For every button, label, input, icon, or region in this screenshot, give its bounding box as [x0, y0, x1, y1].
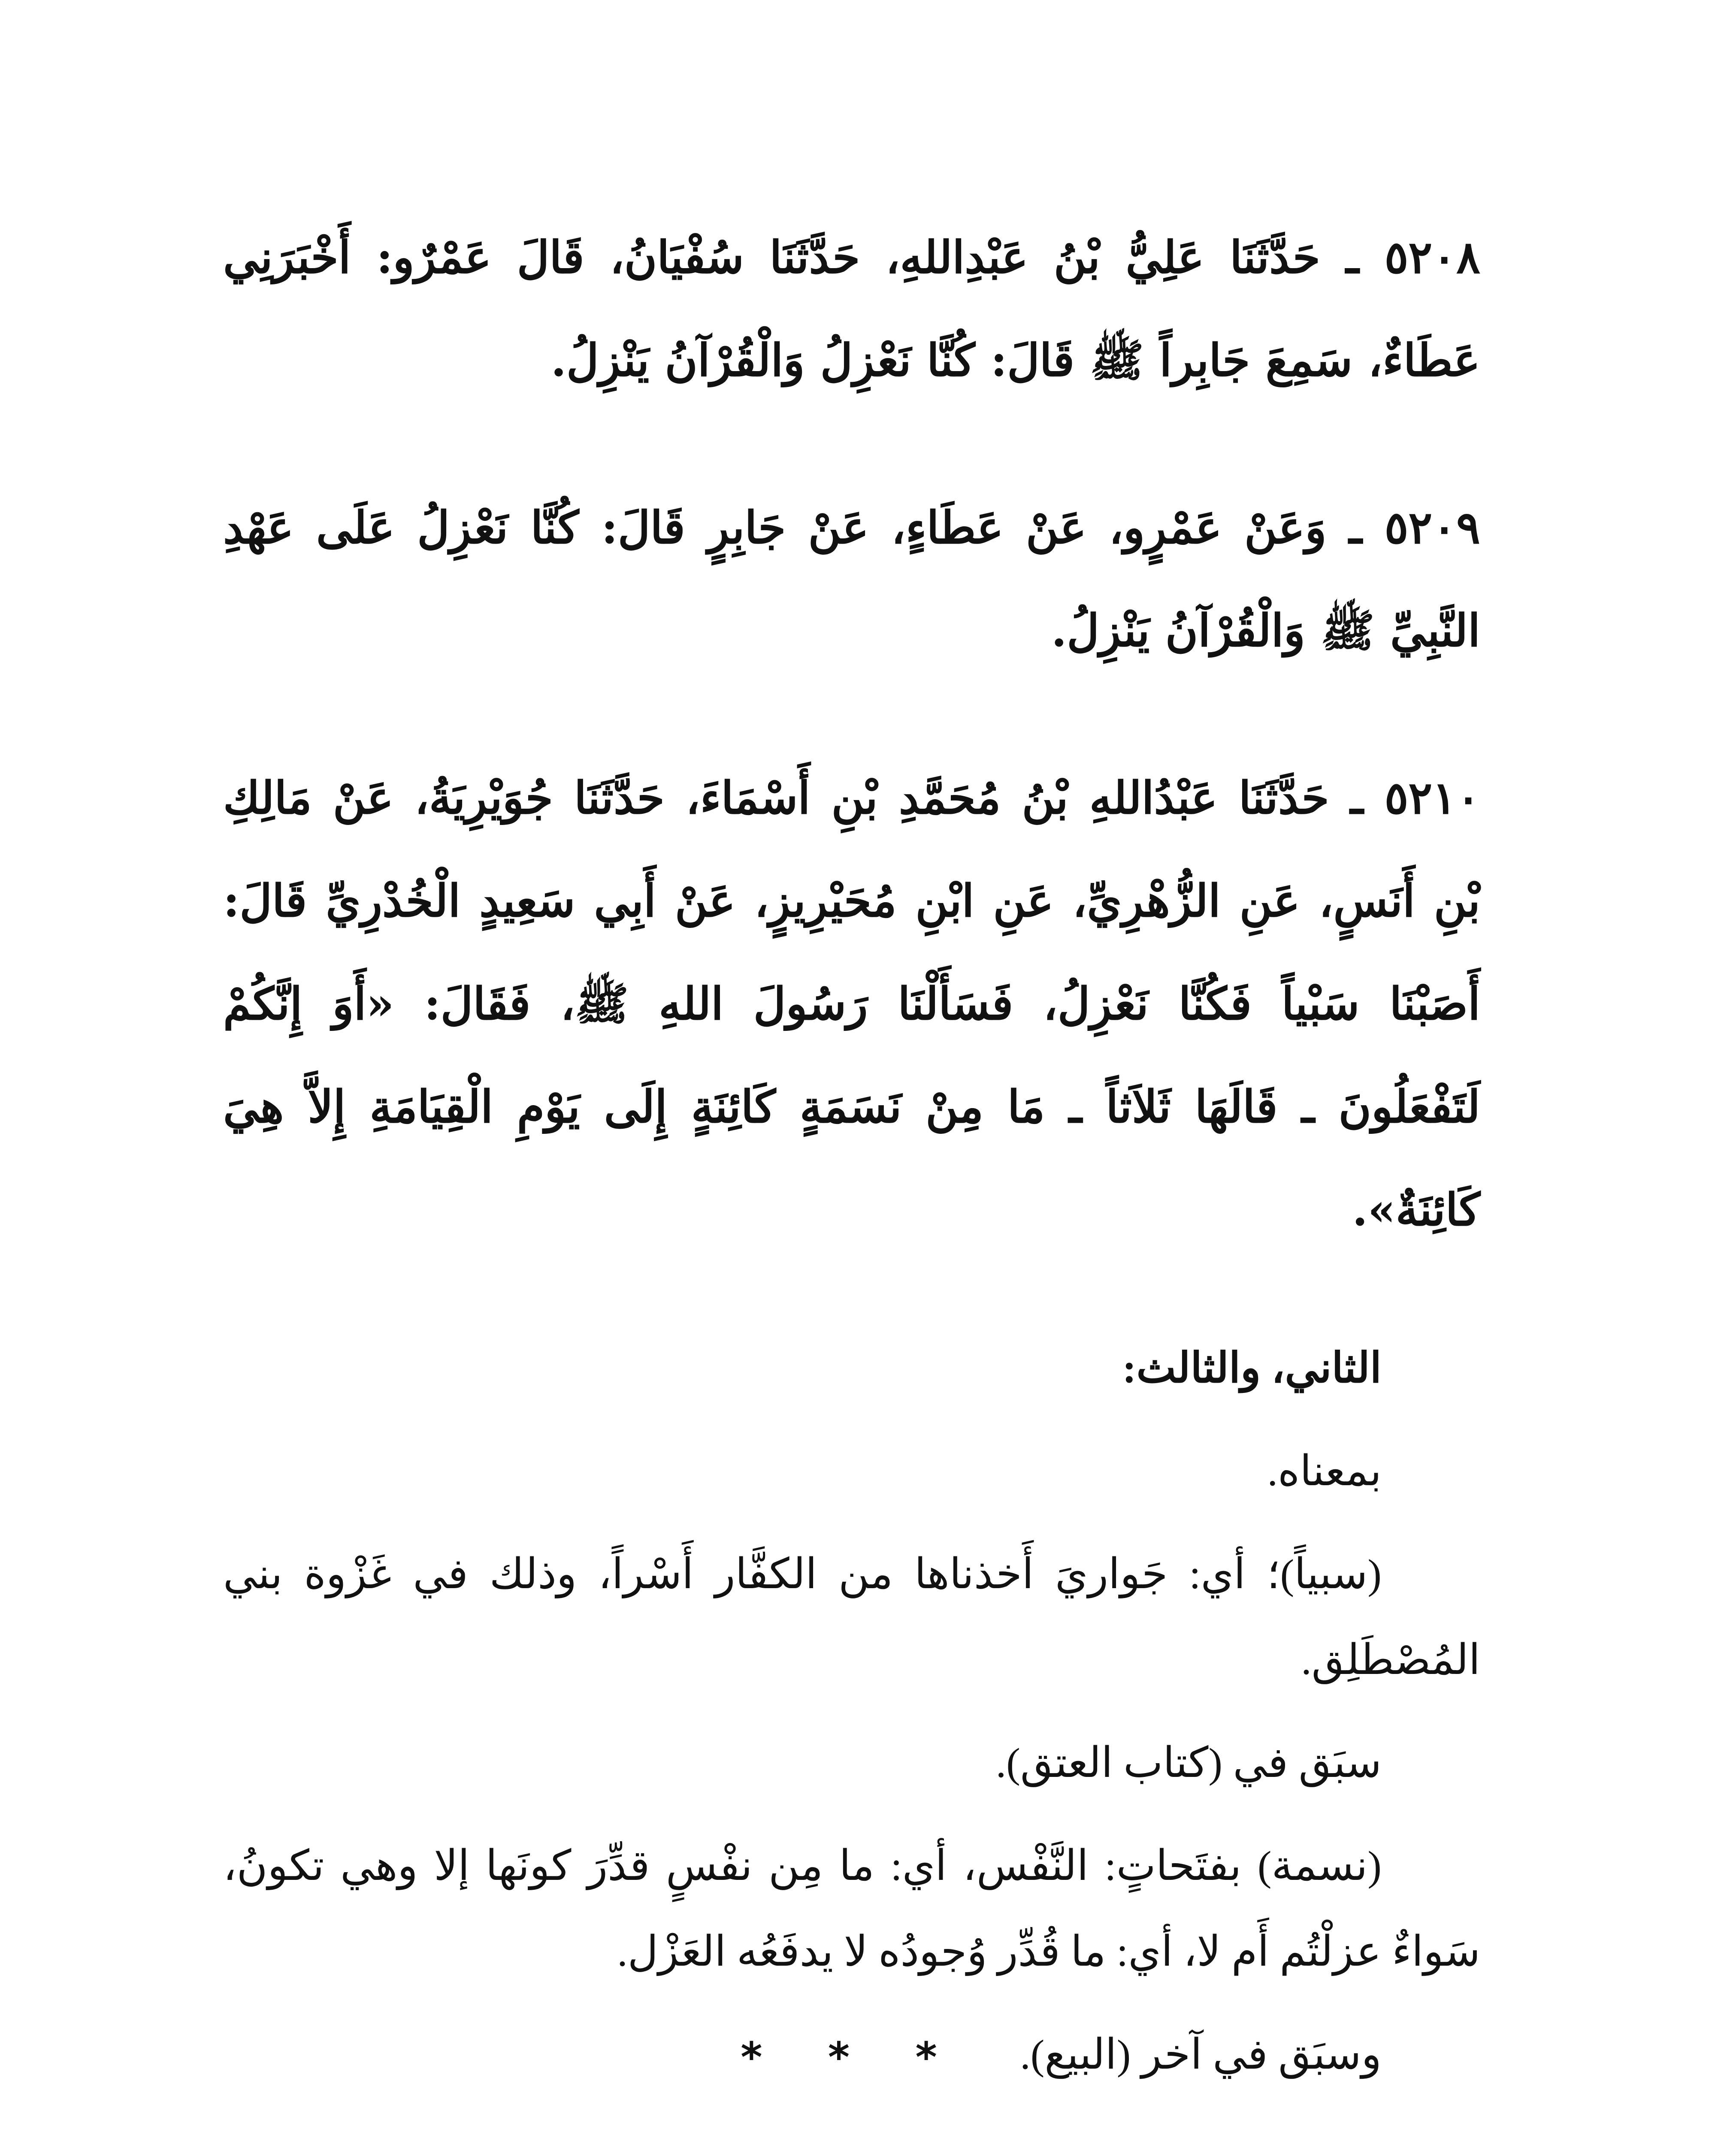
- commentary-paragraph: وسبَق في آخر (البيع).: [1020, 2032, 1382, 2078]
- hadith-5210: [223, 746, 1480, 1261]
- hadith-number: ٥٢١٠: [1384, 771, 1480, 824]
- hadith-5209: [223, 476, 1480, 682]
- hadith-text: حَدَّثَنَا عَبْدُاللهِ بْنُ مُحَمَّدِ بْنِ أَسْمَاءَ، حَدَّثَنَا جُوَيْرِيَةُ، عَنْ مَالِكِ بْنِ أَنَسٍ، عَنِ الزُّهْرِيِّ، عَنِ ابْنِ مُحَيْرِيزٍ، عَنْ أَبِي سَعِيدٍ الْخُدْرِيِّ قَالَ: أَصَبْنَا سَبْياً فَكُنَّا نَعْزِلُ، فَسَأَلْنَا رَسُولَ اللهِ ﷺ، فَقَالَ: «أَوَ إِنَّكُمْ لَتَفْعَلُونَ ـ قَالَهَا ثَلاَثاً ـ مَا مِنْ نَسَمَةٍ كَائِنَةٍ إِلَى يَوْمِ الْقِيَامَةِ إِلاَّ هِيَ كَائِنَةٌ».: [223, 771, 1480, 1236]
- number-dash: ـ: [1326, 501, 1385, 554]
- commentary-paragraph: بمعناه.: [1267, 1448, 1382, 1495]
- hadith-5208: [223, 206, 1480, 412]
- number-dash: ـ: [1320, 231, 1385, 284]
- hadith-number: ٥٢٠٨: [1384, 231, 1480, 284]
- hadith-number: ٥٢٠٩: [1384, 501, 1480, 554]
- section-separator: * * *: [741, 2033, 963, 2082]
- hadith-text: وَعَنْ عَمْرٍو، عَنْ عَطَاءٍ، عَنْ جَابِرٍ قَالَ: كُنَّا نَعْزِلُ عَلَى عَهْدِ النَّبِيِّ ﷺ وَالْقُرْآنُ يَنْزِلُ.: [223, 501, 1480, 657]
- commentary-paragraph: سبَق في (كتاب العتق).: [995, 1740, 1382, 1786]
- commentary-paragraph: (سبياً)؛ أي: جَواريَ أَخذناها من الكفَّار أَسْراً، وذلك في غَزْوة بني المُصْطَلِق.: [223, 1551, 1480, 1683]
- commentary-heading: الثاني، والثالث:: [1122, 1345, 1382, 1392]
- number-dash: ـ: [1329, 771, 1385, 824]
- commentary-paragraph: (نسمة) بفتَحاتٍ: النَّفْس، أي: ما مِن نفْسٍ قدِّرَ كونَها إلا وهي تكونُ، سَواءٌ عزلْتُم أَم لا، أي: ما قُدِّر وُجودُه لا يدفَعُه العَزْل.: [223, 1843, 1480, 1975]
- hadith-text: حَدَّثَنَا عَلِيُّ بْنُ عَبْدِاللهِ، حَدَّثَنَا سُفْيَانُ، قَالَ عَمْرٌو: أَخْبَرَنِي عَطَاءٌ، سَمِعَ جَابِراً ﷺ قَالَ: كُنَّا نَعْزِلُ وَالْقُرْآنُ يَنْزِلُ.: [223, 231, 1480, 387]
- book-page: [223, 206, 1480, 2145]
